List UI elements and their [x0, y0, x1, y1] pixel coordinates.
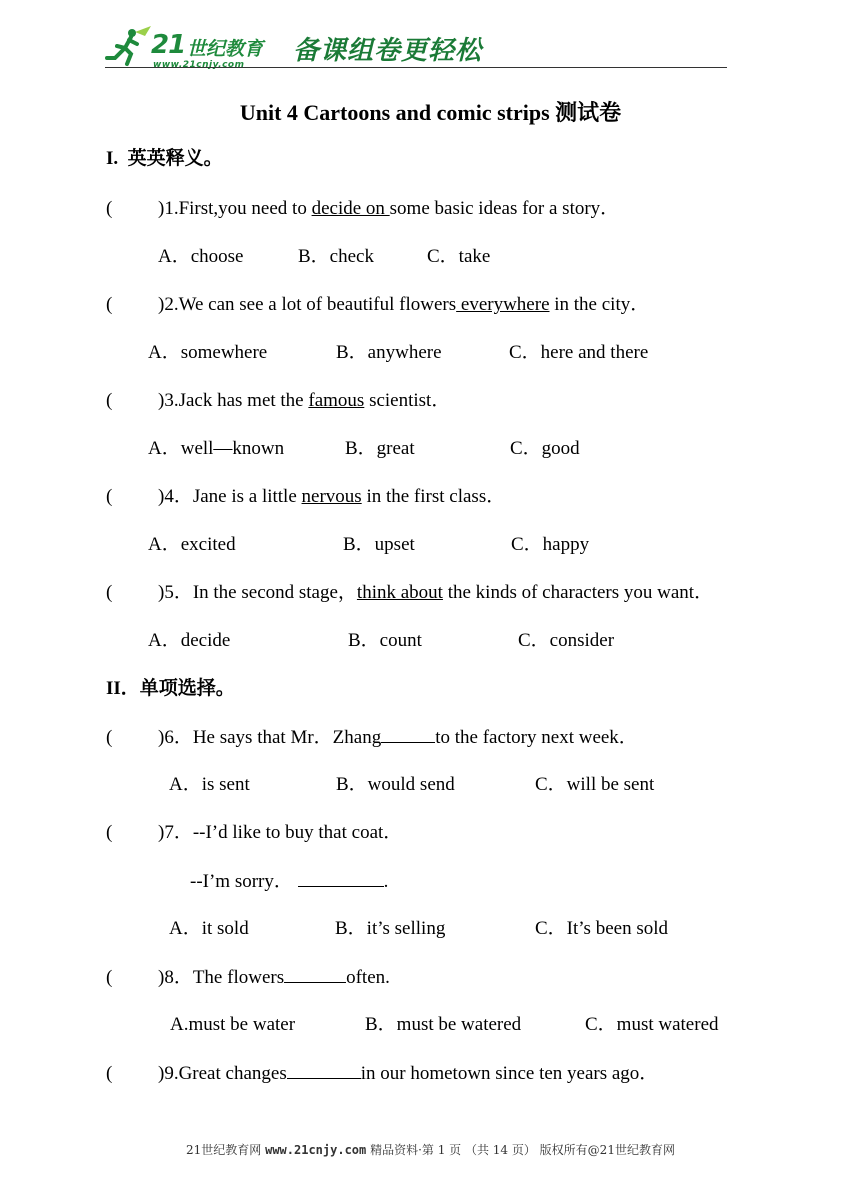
option-b[interactable]: B．check — [298, 246, 374, 267]
option-a[interactable]: A．is sent — [169, 774, 250, 795]
underlined-phrase: think about — [356, 582, 443, 603]
option-c[interactable]: C．happy — [511, 534, 590, 555]
option-c[interactable]: C．good — [510, 438, 580, 459]
question-3: ( )3.Jack has met the famous scientist． — [106, 390, 451, 411]
underlined-phrase: everywhere — [456, 294, 550, 315]
option-b[interactable]: B．great — [345, 438, 415, 459]
footer-link[interactable]: www.21cnjy.com — [265, 1143, 367, 1157]
option-b[interactable]: B．count — [348, 630, 422, 651]
option-c[interactable]: C．must watered — [585, 1014, 719, 1035]
option-a[interactable]: A．it sold — [169, 918, 249, 939]
option-c[interactable]: C．here and there — [509, 342, 649, 363]
option-a[interactable]: A.must be water — [170, 1014, 296, 1035]
underlined-phrase: nervous — [301, 486, 362, 507]
logo-url: www.21cnjy.com — [153, 60, 245, 70]
option-b[interactable]: B．must be watered — [365, 1014, 522, 1035]
question-6: ( )6．He says that Mr．Zhang to the factory next week． — [106, 724, 638, 751]
answer-blank[interactable] — [287, 1060, 361, 1079]
answer-blank[interactable] — [298, 868, 384, 887]
underlined-phrase: decide on — [311, 198, 390, 219]
page-footer: 21世纪教育网 www.21cnjy.com 精品资料·第 1 页 （共 14 页） 版权所有@21世纪教育网 — [186, 1143, 675, 1157]
option-b[interactable]: B．it’s selling — [335, 918, 446, 939]
option-b[interactable]: B．upset — [343, 534, 415, 555]
question-1: ( )1.First,you need to decide on some basic ideas for a story． — [106, 198, 620, 219]
question-7: ( )7．--I’d like to buy that coat． — [106, 822, 403, 843]
option-c[interactable]: C．It’s been sold — [535, 918, 668, 939]
option-a[interactable]: A．well—known — [148, 438, 285, 459]
option-c[interactable]: C．take — [427, 246, 491, 267]
option-c[interactable]: C．will be sent — [535, 774, 655, 795]
option-b[interactable]: B．would send — [336, 774, 455, 795]
option-a[interactable]: A．choose — [158, 246, 244, 267]
option-b[interactable]: B．anywhere — [336, 342, 442, 363]
logo-text: 世纪教育 — [187, 38, 264, 60]
question-7-reply: --I’m sorry． . — [190, 868, 388, 895]
document-title: Unit 4 Cartoons and comic strips 测试卷 — [239, 100, 622, 125]
underlined-phrase: famous — [308, 390, 365, 411]
question-4: ( )4．Jane is a little nervous in the first class． — [106, 486, 506, 507]
answer-blank[interactable] — [381, 724, 435, 743]
logo-number: 21 — [151, 30, 186, 60]
option-a[interactable]: A．excited — [148, 534, 236, 555]
option-a[interactable]: A．decide — [148, 630, 231, 651]
header-divider — [105, 67, 727, 68]
section-heading-1: I. 英英释义。 — [106, 148, 223, 169]
answer-blank[interactable] — [284, 964, 346, 983]
slogan: 备课组卷更轻松 — [293, 36, 483, 66]
question-5: ( )5．In the second stage，think about the kinds of characters you want． — [106, 582, 714, 603]
option-c[interactable]: C．consider — [518, 630, 615, 651]
option-a[interactable]: A．somewhere — [148, 342, 268, 363]
section-heading-2: II．单项选择。 — [106, 678, 235, 699]
page-header — [105, 24, 727, 70]
question-2: ( )2.We can see a lot of beautiful flowers everywhere in the city． — [106, 294, 650, 315]
question-9: ( )9.Great changes in our hometown since ten years ago． — [106, 1060, 658, 1087]
question-8: ( )8．The flowers often. — [106, 964, 390, 991]
runner-logo-icon — [105, 24, 153, 68]
